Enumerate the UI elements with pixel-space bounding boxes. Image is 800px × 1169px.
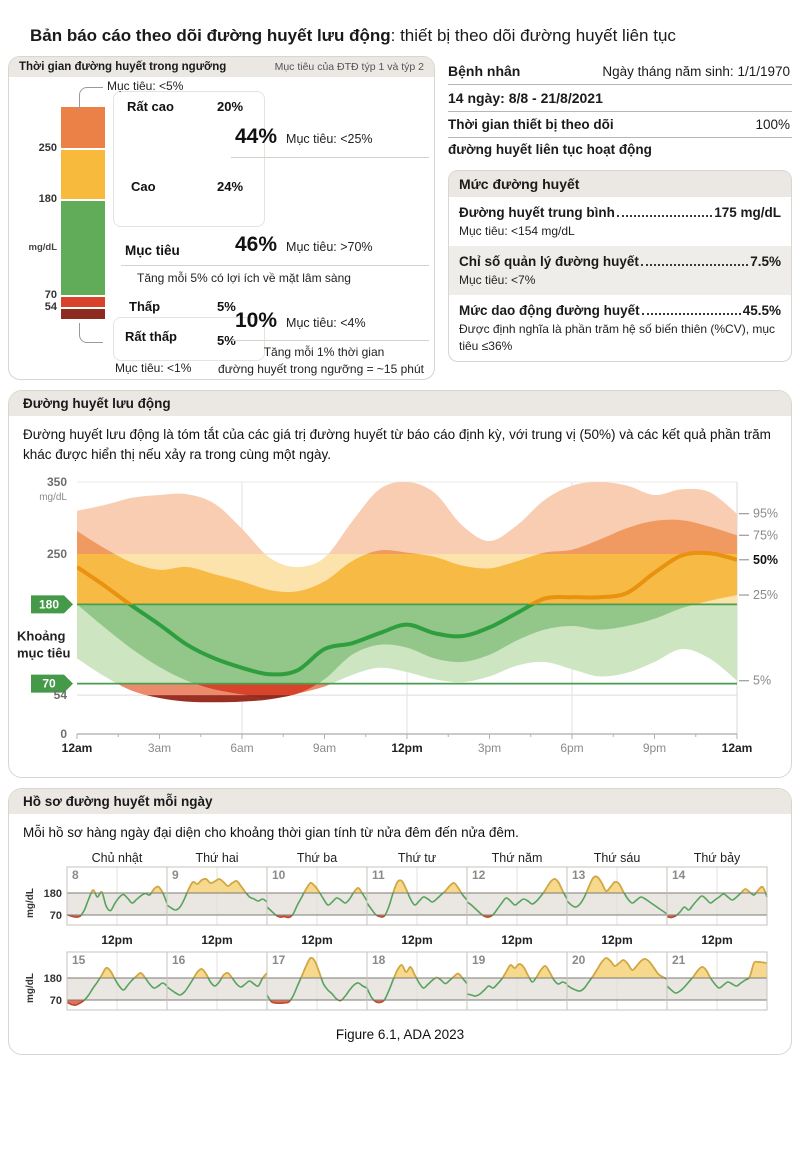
daily-day-number-8: 8 — [72, 867, 79, 882]
noon-label-row — [67, 932, 767, 950]
noon-label: 12pm — [401, 932, 433, 947]
agp-percentile-label-5%: 5% — [753, 673, 772, 688]
daily-axis-unit: mg/dL — [25, 887, 36, 918]
tir-combined-high-row — [235, 125, 373, 149]
glucose-metrics-header: Mức đường huyết — [449, 171, 791, 197]
noon-label: 12pm — [101, 932, 133, 947]
device-active-label-line2: đường huyết liên tục hoạt động — [448, 142, 652, 157]
tir-panel-header — [9, 57, 434, 77]
figure-caption: Figure 6.1, ADA 2023 — [335, 1026, 465, 1042]
tir-axis-180: 180 — [38, 193, 57, 205]
daily-day-number-10: 10 — [272, 867, 286, 882]
period-row — [448, 85, 792, 112]
gmi-label: Chỉ số quản lý đường huyết — [459, 254, 639, 270]
tir-bracket-very-high — [79, 87, 103, 111]
device-active-row — [448, 112, 792, 138]
divider — [231, 157, 429, 158]
agp-report-page — [0, 26, 800, 1169]
dotted-leader — [641, 264, 748, 266]
agp-x-tick-label: 9am — [312, 740, 337, 755]
tir-very-low-label: Rất thấp — [125, 329, 177, 344]
tir-target-target: Mục tiêu: >70% — [286, 240, 373, 254]
average-glucose-target: Mục tiêu: <154 mg/dL — [459, 224, 575, 238]
page-title-rest: : thiết bị theo dõi đường huyết liên tục — [390, 26, 676, 45]
daily-day-number-13: 13 — [572, 867, 586, 882]
report-period: 14 ngày: 8/8 - 21/8/2021 — [448, 90, 603, 106]
tir-very-high-label: Rất cao — [127, 99, 174, 114]
agp-percentile-label-95%: 95% — [753, 506, 779, 521]
weekday-label: Chủ nhật — [91, 850, 143, 865]
agp-section-header: Đường huyết lưu động — [9, 391, 791, 416]
agp-section-description: Đường huyết lưu động là tóm tắt của các giá trị đường huyết từ báo cáo định kỳ, với trung vị (50%) và các kết quả phần trăm khác được hiển thị nếu xảy ra trong cùng một ngày. — [23, 427, 771, 463]
variability-label: Mức dao động đường huyết — [459, 303, 640, 319]
tir-target-label: Mục tiêu — [125, 243, 180, 258]
tir-combined-low-target: Mục tiêu: <4% — [286, 316, 366, 330]
daily-section-description: Mỗi hồ sơ hàng ngày đại diện cho khoảng thời gian tính từ nửa đêm đến nửa đêm. — [23, 824, 519, 840]
agp-y-tick-label: 54 — [53, 687, 67, 702]
daily-axis-unit: mg/dL — [25, 972, 36, 1003]
patient-row — [448, 58, 792, 85]
weekday-label: Thứ hai — [195, 850, 239, 865]
daily-day-number-20: 20 — [572, 952, 586, 967]
agp-x-tick-label: 12pm — [391, 740, 423, 755]
metric-line — [459, 205, 781, 220]
tir-panel-body — [9, 77, 434, 379]
tir-combined-high-pct: 44% — [235, 125, 278, 148]
tir-combined-low-row — [235, 309, 366, 333]
page-title — [30, 26, 800, 46]
tir-bar-segment-Cao (180–250 mg/dL) — [61, 150, 105, 199]
top-row — [8, 56, 792, 380]
glucose-metrics-box — [448, 170, 792, 362]
tir-bar-segment-Rất thấp (<54 mg/dL) — [61, 309, 105, 319]
agp-section — [8, 390, 792, 778]
tir-axis-unit: mg/dL — [28, 242, 57, 253]
variability-value: 45.5% — [742, 303, 781, 319]
divider — [121, 265, 429, 266]
daily-day-number-21: 21 — [672, 952, 686, 967]
daily-day-number-11: 11 — [372, 867, 385, 882]
agp-badge-label-70: 70 — [42, 676, 56, 691]
tir-panel-subtitle: Mục tiêu của ĐTĐ týp 1 và týp 2 — [274, 61, 424, 73]
agp-x-tick-label: 3am — [147, 740, 172, 755]
daily-day-number-18: 18 — [372, 952, 386, 967]
gmi-metric — [449, 246, 791, 295]
average-glucose-value: 175 mg/dL — [714, 205, 781, 220]
noon-label: 12pm — [201, 932, 233, 947]
tir-combined-low-pct: 10% — [235, 309, 278, 332]
device-active-pct: 100% — [755, 117, 790, 132]
daily-row-svg-2 — [23, 950, 769, 1012]
agp-x-tick-label: 3pm — [477, 740, 502, 755]
patient-label: Bệnh nhân — [448, 63, 521, 79]
agp-x-tick-label: 12am — [721, 740, 753, 755]
tir-very-high-target-note: Mục tiêu: <5% — [107, 79, 184, 93]
page-title-bold: Bản báo cáo theo dõi đường huyết lưu động — [30, 26, 391, 45]
daily-axis-70: 70 — [49, 994, 62, 1007]
agp-chart-svg — [13, 472, 792, 768]
time-in-range-panel — [8, 56, 435, 380]
average-glucose-metric — [449, 197, 791, 246]
agp-badge-label-180: 180 — [38, 596, 60, 611]
tir-axis-250: 250 — [38, 142, 57, 154]
time-in-range-stacked-bar — [61, 107, 105, 319]
noon-label: 12pm — [501, 932, 533, 947]
patient-dob: Ngày tháng năm sinh: 1/1/1970 — [602, 64, 790, 79]
tir-panel-title: Thời gian đường huyết trong ngưỡng — [19, 61, 227, 73]
daily-axis-180: 180 — [43, 887, 62, 900]
agp-target-range-label: Khoảng — [17, 627, 66, 643]
tir-target-note: Tăng mỗi 5% có lợi ích về mặt lâm sàng — [137, 271, 351, 285]
tir-very-low-target-note: Mục tiêu: <1% — [115, 361, 192, 375]
daily-day-number-19: 19 — [472, 952, 486, 967]
agp-y-tick-label: mg/dL — [39, 491, 67, 503]
agp-x-tick-label: 6pm — [560, 740, 584, 755]
daily-day-number-9: 9 — [172, 867, 179, 882]
daily-axis-180: 180 — [43, 972, 62, 985]
weekday-label: Thứ sáu — [593, 850, 641, 865]
device-active-label: Thời gian thiết bị theo dõi — [448, 117, 614, 132]
noon-label: 12pm — [701, 932, 733, 947]
daily-section-header: Hồ sơ đường huyết mỗi ngày — [9, 789, 791, 814]
divider — [231, 340, 429, 341]
variability-target: Được định nghĩa là phần trăm hệ số biến thiên (%CV), mục tiêu ≤36% — [459, 322, 776, 353]
daily-day-number-16: 16 — [172, 952, 186, 967]
tir-bar-segment-Mục tiêu (70–180 mg/dL) — [61, 201, 105, 296]
weekday-label: Thứ năm — [491, 850, 543, 865]
tir-bar-segment-Thấp (54–70 mg/dL) — [61, 297, 105, 307]
tir-high-pct: 24% — [217, 179, 244, 194]
daily-axis-70: 70 — [49, 909, 62, 922]
weekday-label: Thứ ba — [296, 850, 338, 865]
agp-y-tick-label: 250 — [46, 546, 67, 561]
tir-bar-segment-Rất cao (>250 mg/dL) — [61, 107, 105, 148]
tir-target-row — [235, 233, 373, 257]
tir-axis-70: 70 — [44, 289, 57, 301]
variability-metric — [449, 295, 791, 360]
gmi-target: Mục tiêu: <7% — [459, 273, 536, 288]
daily-profiles-grid — [9, 847, 791, 1017]
tir-very-low-pct: 5% — [217, 333, 236, 348]
metric-line — [459, 254, 781, 269]
tir-very-high-pct: 20% — [217, 99, 244, 114]
daily-day-number-14: 14 — [672, 867, 686, 882]
patient-panel — [448, 56, 792, 380]
agp-y-tick-label: 350 — [46, 474, 67, 489]
agp-y-tick-label: 0 — [60, 726, 67, 741]
weekday-label: Thứ tư — [397, 850, 437, 865]
dotted-leader — [642, 313, 741, 315]
weekday-label-row — [67, 851, 767, 865]
daily-row-svg-1 — [23, 865, 769, 927]
tir-combined-high-target: Mục tiêu: <25% — [286, 132, 373, 146]
average-glucose-label: Đường huyết trung bình — [459, 205, 615, 220]
tir-low-label: Thấp — [129, 299, 161, 314]
agp-x-tick-label: 12am — [61, 740, 93, 755]
agp-x-tick-label: 9pm — [642, 740, 667, 755]
gmi-value: 7.5% — [750, 254, 781, 270]
agp-percentile-label-50%: 50% — [753, 552, 779, 567]
tir-target-pct: 46% — [235, 233, 278, 256]
agp-target-range-label: mục tiêu — [17, 644, 71, 660]
tir-axis-54: 54 — [44, 301, 57, 313]
dotted-leader — [617, 215, 712, 217]
tir-combined-low-note1: Tăng mỗi 1% thời gian — [263, 345, 385, 359]
noon-label: 12pm — [301, 932, 333, 947]
agp-chart — [9, 470, 791, 777]
tir-bracket-very-low — [79, 323, 103, 343]
agp-x-tick-label: 6am — [230, 740, 254, 755]
daily-day-number-15: 15 — [72, 952, 86, 967]
noon-label: 12pm — [601, 932, 633, 947]
metric-line — [459, 303, 781, 318]
tir-low-pct: 5% — [217, 299, 236, 314]
daily-day-number-12: 12 — [472, 867, 486, 882]
agp-percentile-label-25%: 25% — [753, 587, 779, 602]
daily-profiles-section — [8, 788, 792, 1055]
weekday-label: Thứ bảy — [693, 850, 741, 865]
agp-percentile-label-75%: 75% — [753, 527, 779, 542]
tir-combined-low-note2: đường huyết trong ngưỡng = ~15 phút — [218, 362, 424, 376]
daily-day-number-17: 17 — [272, 952, 286, 967]
tir-high-label: Cao — [131, 179, 156, 194]
